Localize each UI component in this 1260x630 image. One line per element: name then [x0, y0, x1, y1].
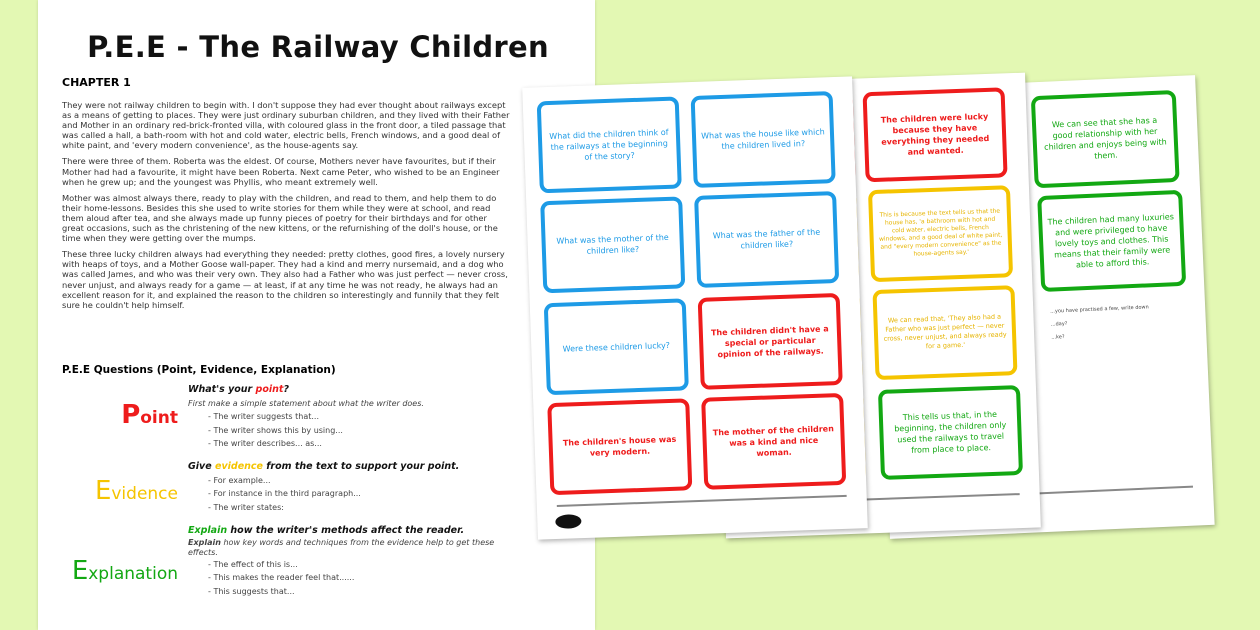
card: The mother of the children was a kind and nice woman. [701, 393, 846, 490]
bullet: - For example... [208, 474, 518, 488]
paragraph: Mother was almost always there, ready to play with the children, and read to them, and help them to do their home-lessons. Besides this she used to write stories for them while they were at school, and read them aloud after tea, and she always made up funny pieces of poetry for their birthdays and for other great occasions, such as the christening of the new kittens, or the refurnishing of the doll's house, or the time when they were getting over the mumps. [62, 192, 498, 244]
text-line: ...you have practised a few, write down [1050, 304, 1149, 315]
q-word: evidence [215, 461, 263, 472]
q-word: Explain [188, 525, 228, 536]
pee-heading: P.E.E Questions (Point, Evidence, Explanation) [62, 364, 336, 376]
point-label [38, 400, 178, 430]
card: This is because the text tells us that the house has, 'a bathroom with hot and cold water, electric bells, French windows, and a good deal of white paint, and "every modern convenience" as the house-agents say.' [868, 185, 1013, 282]
bullet: - The writer states: [208, 501, 518, 515]
worksheet-title: P.E.E - The Railway Children [87, 30, 549, 64]
point-question [188, 383, 518, 397]
bullet: - The writer suggests that... [208, 410, 518, 424]
bullet: - The writer shows this by using... [208, 424, 518, 438]
card: The children didn't have a special or particular opinion of the railways. [698, 293, 843, 390]
card: The children's house was very modern. [547, 398, 692, 495]
instr-bold: Explain [188, 537, 221, 547]
card: This tells us that, in the beginning, the children only used the railways to travel from place to place. [878, 385, 1023, 480]
card: What was the father of the children like? [694, 191, 839, 288]
q-text: Give [188, 461, 215, 472]
instructions-text [1050, 301, 1150, 344]
evidence-initial: E [94, 476, 112, 506]
card: What was the house like which the children lived in? [691, 91, 836, 188]
point-initial: P [121, 400, 141, 430]
brand-logo-icon [555, 514, 581, 529]
point-instruction: First make a simple statement about what the writer does. [188, 398, 424, 408]
explanation-instruction [188, 538, 518, 558]
card: The children were lucky because they have everything they needed and wanted. [863, 87, 1008, 182]
worksheet-page [38, 0, 595, 630]
chapter-text [62, 100, 510, 316]
bullet: - The writer describes... as... [208, 437, 518, 451]
q-text: What's your [188, 384, 256, 395]
q-text: from the text to support your point. [262, 461, 460, 472]
instr-text: how key words and techniques from the evidence help to get these effects. [188, 537, 495, 557]
chapter-heading: CHAPTER 1 [62, 76, 131, 89]
q-text: ? [283, 384, 289, 395]
footer-line [557, 495, 847, 507]
point-rest: oint [140, 408, 178, 428]
explanation-initial: E [71, 556, 89, 586]
paragraph: There were three of them. Roberta was the eldest. Of course, Mothers never have favourites, but if their Mother had had a favourite, it might have been Roberta. Next came Peter, who wished to be an Engineer when he grew up; and the youngest was Phyllis, who meant extremely well. [62, 156, 500, 187]
bullet: - For instance in the third paragraph... [208, 487, 518, 501]
evidence-question [188, 460, 518, 474]
q-text: how the writer's methods affect the reader. [227, 525, 465, 536]
card: What did the children think of the railways at the beginning of the story? [537, 96, 682, 193]
evidence-section [188, 460, 518, 514]
q-word: point [255, 384, 284, 395]
bullet: - The effect of this is... [208, 558, 518, 572]
paragraph: These three lucky children always had everything they needed: pretty clothes, good fires, a lovely nursery with heaps of toys, and a Mother Goose wall-paper. They had a kind and merry nursemaid, and a dog who was called James, and who was their very own. They also had a Father who was just perfect — never cross, never unjust, and always ready for a game — at least, if at any time he was not ready, he always had an excellent reason for it, and explained the reason to the children so interestingly and funnily that they felt sure he couldn't help himself. [62, 249, 508, 310]
bullet: - This makes the reader feel that...... [208, 571, 518, 585]
bullet: - This suggests that... [208, 585, 518, 599]
card: The children had many luxuries and were privileged to have lovely toys and clothes. This means that their family were able to afford this. [1037, 190, 1186, 292]
text-line: ...ke? [1051, 334, 1065, 341]
explanation-section [188, 524, 518, 598]
paragraph: They were not railway children to begin with. I don't suppose they had ever thought about railways except as a means of getting to places. They were just ordinary suburban children, and they lived with their Father and Mother in an ordinary red-brick-fronted villa, with coloured glass in the front door, a tiled passage that was called a hall, a bath-room with hot and cold water, electric bells, French windows, and a good deal of white paint, and 'every modern convenience', as the house-agents say. [62, 100, 510, 151]
evidence-rest: vidence [111, 484, 178, 504]
text-line: ...day? [1050, 320, 1068, 328]
card-sheet-1 [522, 76, 868, 539]
card: We can read that, 'They also had a Father who was just perfect — never cross, never unjust, and always ready for a game.' [872, 285, 1017, 380]
explanation-rest: xplanation [88, 564, 178, 584]
point-section [188, 383, 518, 451]
card: Were these children lucky? [544, 298, 689, 395]
explanation-label [38, 556, 178, 586]
card: What was the mother of the children like? [540, 196, 685, 293]
explanation-question [188, 524, 518, 538]
card: We can see that she has a good relationship with her children and enjoys being with them. [1031, 90, 1180, 188]
evidence-label [38, 476, 178, 506]
